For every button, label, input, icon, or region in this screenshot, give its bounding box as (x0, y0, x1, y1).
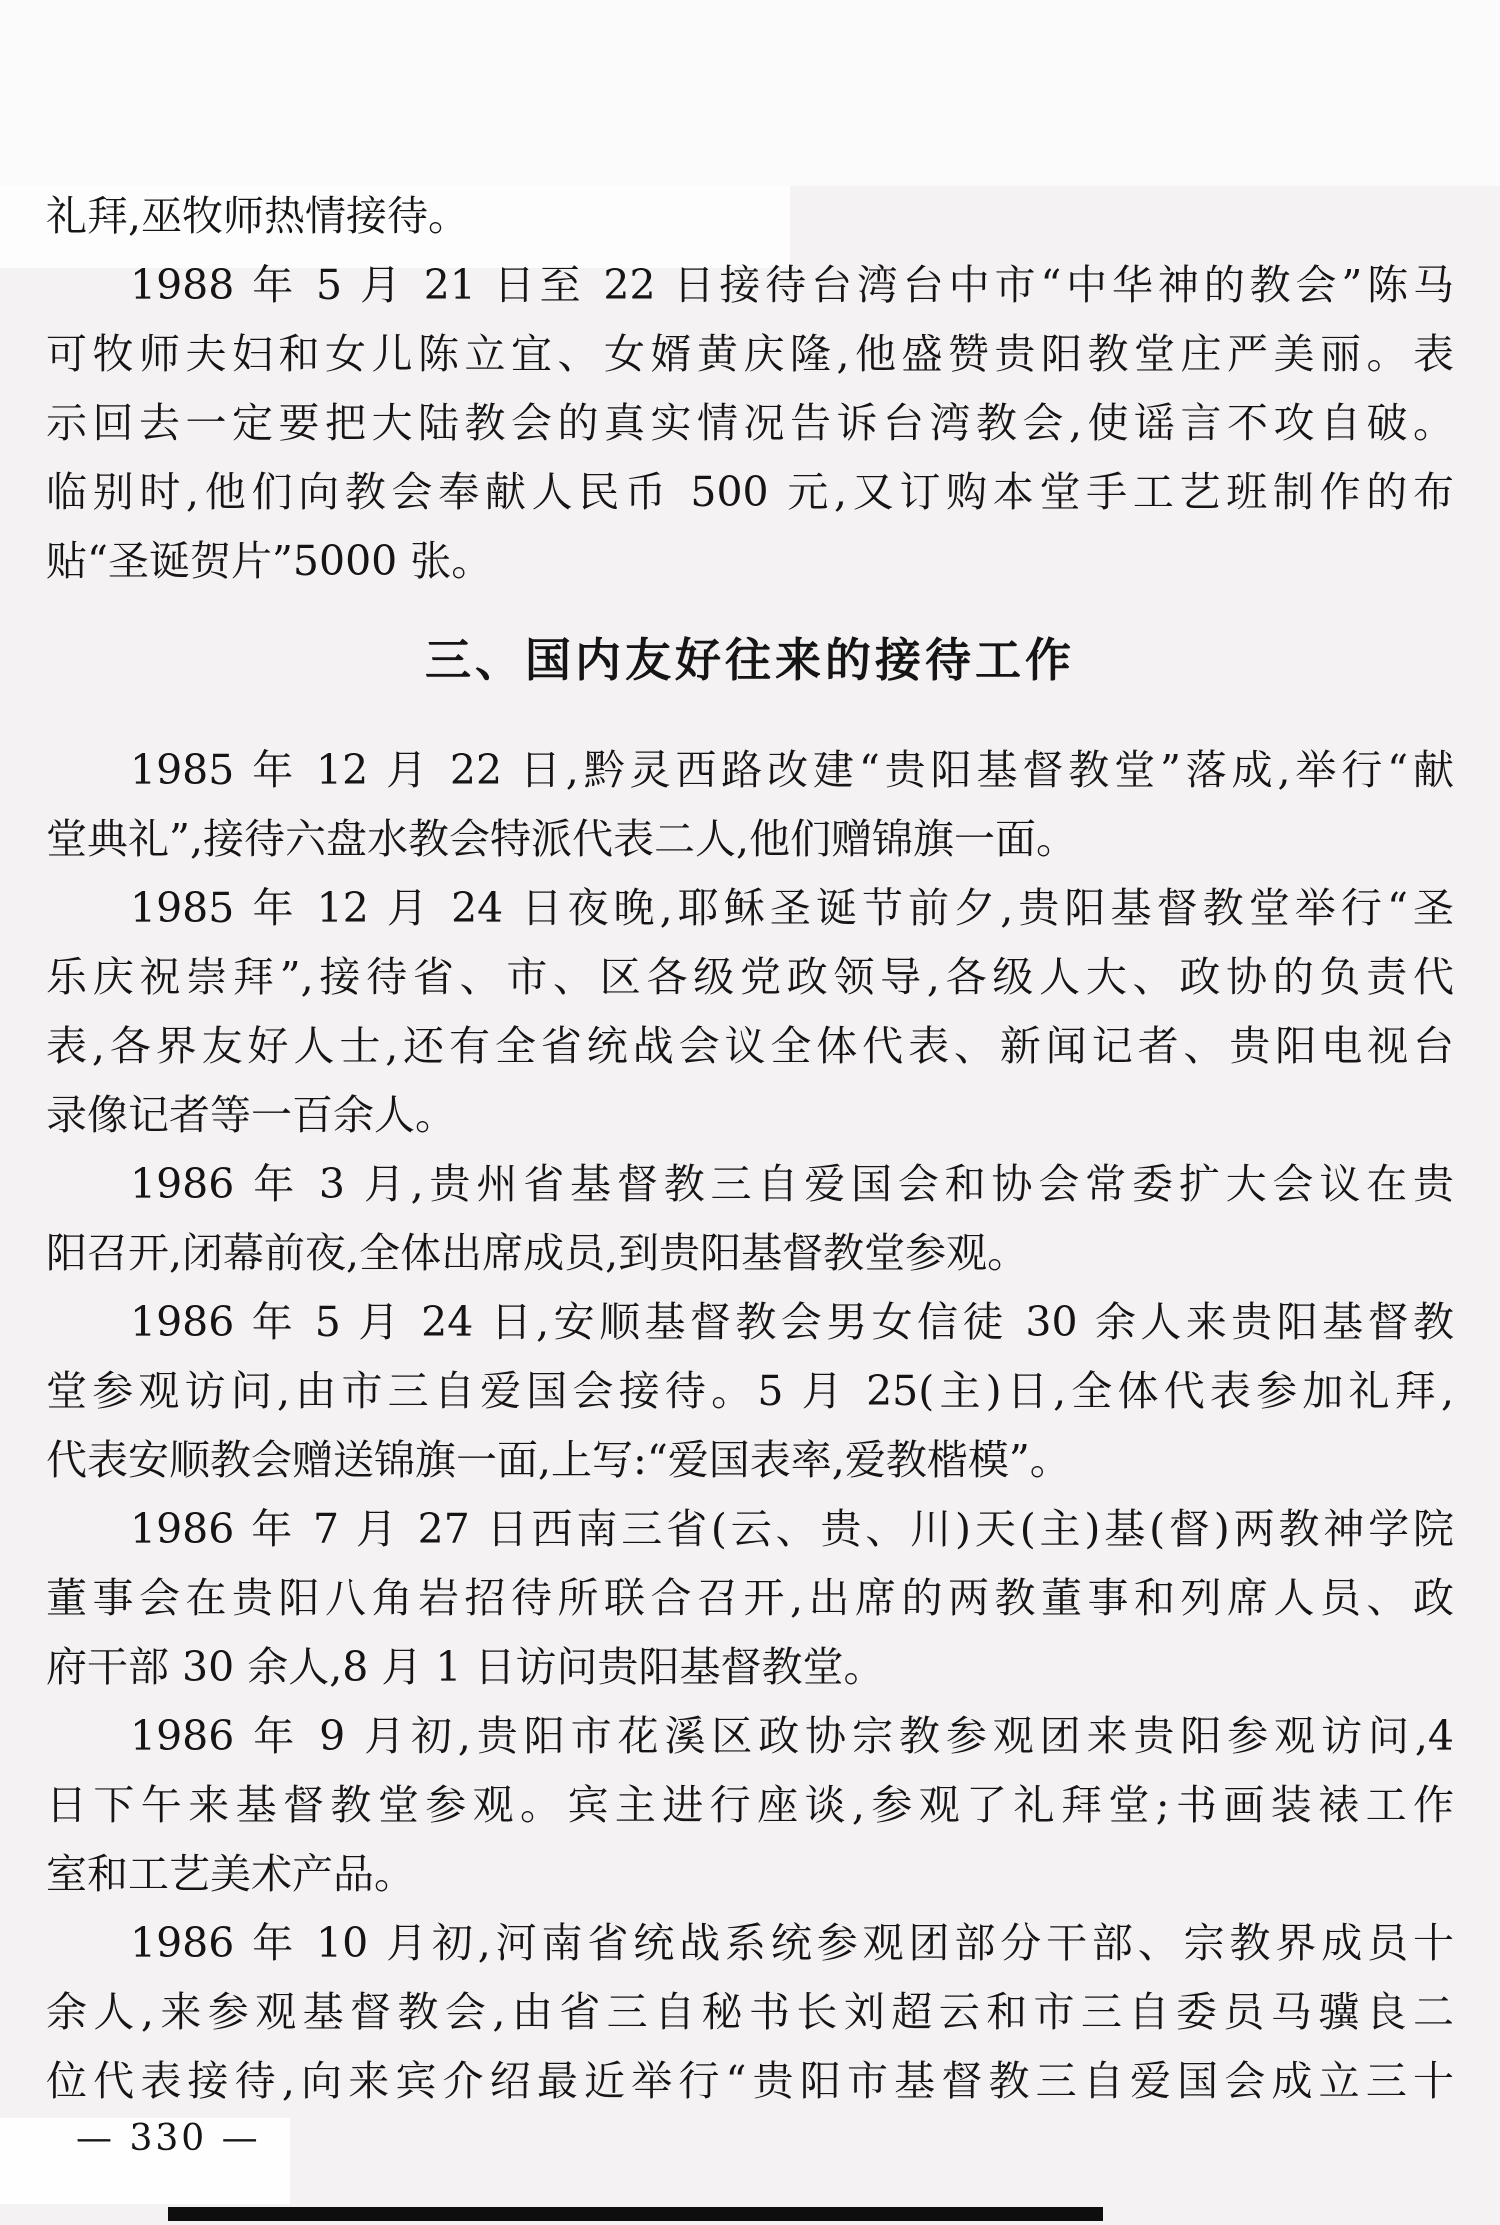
text-line: 代表安顺教会赠送锦旗一面,上写:“爱国表率,爱教楷模”。 (46, 1436, 1071, 1484)
text-line: 临别时,他们向教会奉献人民币 500 元,又订购本堂手工艺班制作的布 (46, 468, 1454, 516)
text-line: 阳召开,闭幕前夜,全体出席成员,到贵阳基督教堂参观。 (46, 1229, 1029, 1277)
text-line: 1985 年 12 月 24 日夜晚,耶稣圣诞节前夕,贵阳基督教堂举行“圣 (130, 884, 1454, 932)
text-line: 余人,来参观基督教会,由省三自秘书长刘超云和市三自委员马骥良二 (46, 1988, 1454, 2036)
text-line: 日下午来基督教堂参观。宾主进行座谈,参观了礼拜堂;书画装裱工作 (46, 1781, 1454, 1829)
text-line: 府干部 30 余人,8 月 1 日访问贵阳基督教堂。 (46, 1643, 885, 1691)
text-line: 表,各界友好人士,还有全省统战会议全体代表、新闻记者、贵阳电视台 (46, 1022, 1454, 1070)
section-heading: 三、国内友好往来的接待工作 (425, 633, 1075, 687)
text-line: 董事会在贵阳八角岩招待所联合召开,出席的两教董事和列席人员、政 (46, 1574, 1454, 1622)
text-line: 1988 年 5 月 21 日至 22 日接待台湾台中市“中华神的教会”陈马 (130, 261, 1454, 309)
text-line: 1986 年 9 月初,贵阳市花溪区政协宗教参观团来贵阳参观访问,4 (130, 1712, 1454, 1760)
scan-artifact-bar (168, 2207, 1103, 2221)
text-line: 堂典礼”,接待六盘水教会特派代表二人,他们赠锦旗一面。 (46, 815, 1078, 863)
text-line: 录像记者等一百余人。 (46, 1091, 456, 1139)
text-line: 示回去一定要把大陆教会的真实情况告诉台湾教会,使谣言不攻自破。 (46, 399, 1454, 447)
text-line: 位代表接待,向来宾介绍最近举行“贵阳市基督教三自爱国会成立三十 (46, 2057, 1454, 2105)
text-line: 1986 年 3 月,贵州省基督教三自爱国会和协会常委扩大会议在贵 (130, 1160, 1454, 1208)
text-line: 1986 年 7 月 27 日西南三省(云、贵、川)天(主)基(督)两教神学院 (130, 1505, 1454, 1553)
text-line: 可牧师夫妇和女儿陈立宜、女婿黄庆隆,他盛赞贵阳教堂庄严美丽。表 (46, 330, 1454, 378)
text-line: 贴“圣诞贺片”5000 张。 (46, 537, 493, 585)
text-line: 室和工艺美术产品。 (46, 1850, 415, 1898)
text-line: 1986 年 5 月 24 日,安顺基督教会男女信徒 30 余人来贵阳基督教 (130, 1298, 1454, 1346)
text-line: 乐庆祝崇拜”,接待省、市、区各级党政领导,各级人大、政协的负责代 (46, 953, 1454, 1001)
text-line: 1986 年 10 月初,河南省统战系统参观团部分干部、宗教界成员十 (130, 1919, 1454, 1967)
scan-highlight-top (0, 0, 1500, 186)
text-line: 堂参观访问,由市三自爱国会接待。5 月 25(主)日,全体代表参加礼拜, (46, 1367, 1454, 1415)
text-block (46, 182, 1454, 2116)
text-line: 1985 年 12 月 22 日,黔灵西路改建“贵阳基督教堂”落成,举行“献 (130, 746, 1454, 794)
page-number: — 330 — (76, 2118, 261, 2159)
text-line: 礼拜,巫牧师热情接待。 (46, 192, 470, 240)
